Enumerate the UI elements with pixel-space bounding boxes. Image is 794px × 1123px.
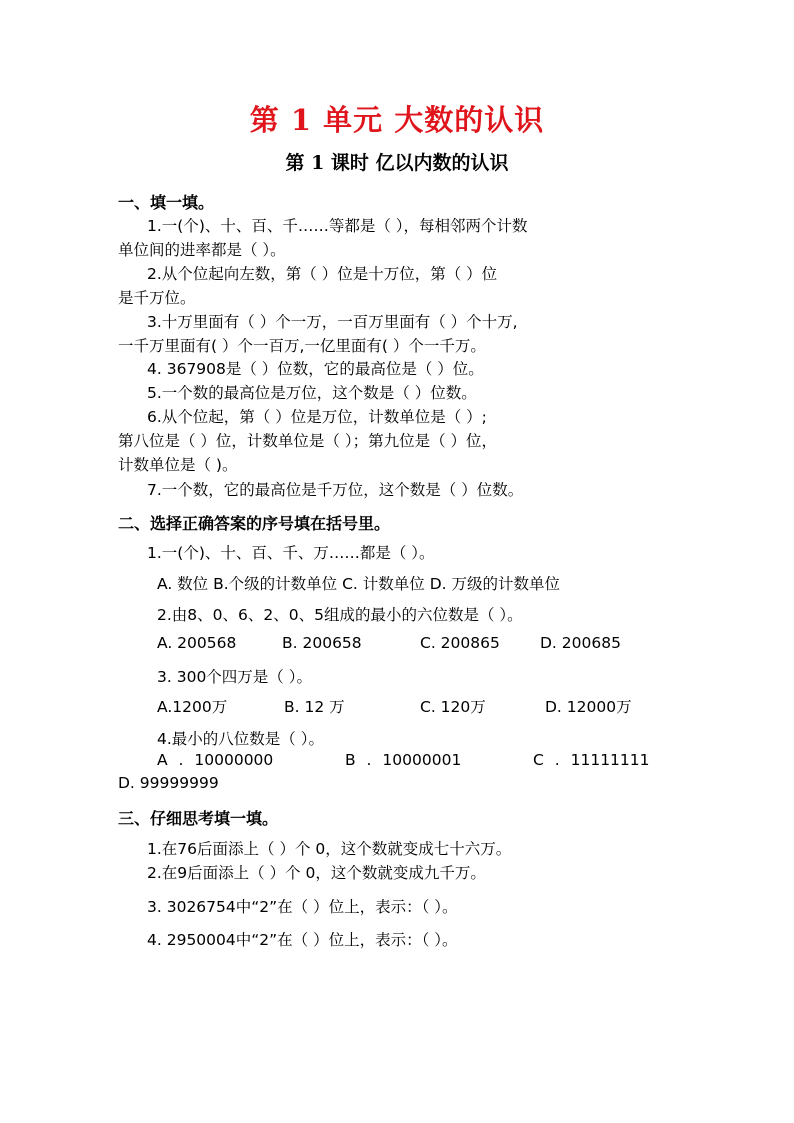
s2-q3-option-c: C. 120万 [420,698,486,716]
s2-q1-options: A. 数位 B.个级的计数单位 C. 计数单位 D. 万级的计数单位 [157,575,560,593]
s1-q6-line3: 计数单位是（ )。 [118,456,238,474]
s1-q7: 7.一个数，它的最高位是千万位，这个数是（ ）位数。 [147,481,524,499]
s2-q2: 2.由8、0、6、2、0、5组成的最小的六位数是（ ）。 [157,606,523,624]
s2-q2-option-c: C. 200865 [420,634,500,652]
s1-q1-line1: 1.一(个)、十、百、千……等都是（ ），每相邻两个计数 [147,217,528,235]
s2-q4-option-b: B . 10000001 [345,751,462,769]
s2-q4-option-c: C . 11111111 [533,751,650,769]
section-2-heading: 二、选择正确答案的序号填在括号里。 [118,514,391,533]
s1-q2-line2: 是千万位。 [118,289,196,307]
s1-q4: 4. 367908是（ ）位数，它的最高位是（ ）位。 [147,360,484,378]
s1-q5: 5.一个数的最高位是万位，这个数是（ ）位数。 [147,384,477,402]
s1-q2-line1: 2.从个位起向左数，第（ ）位是十万位，第（ ）位 [147,265,498,283]
page-title: 第 1 单元 大数的认识 [249,103,545,137]
page-subtitle: 第 1 课时 亿以内数的认识 [285,152,509,174]
s2-q3-option-a: A.1200万 [157,698,228,716]
s2-q2-option-a: A. 200568 [157,634,237,652]
s1-q6-line2: 第八位是（ ）位，计数单位是（ ）；第九位是（ ）位， [118,432,498,450]
s3-q2: 2.在9后面添上（ ）个 0，这个数就变成九千万。 [147,864,486,882]
s2-q2-option-b: B. 200658 [282,634,362,652]
s3-q1: 1.在76后面添上（ ）个 0，这个数就变成七十六万。 [147,840,512,858]
section-3-heading: 三、仔细思考填一填。 [118,809,279,828]
s2-q1: 1.一(个)、十、百、千、万……都是（ ）。 [147,544,435,562]
s1-q3-line2: 一千万里面有( ）个一百万,一亿里面有( ）个一千万。 [118,337,486,355]
s1-q1-line2: 单位间的进率都是（ ）。 [118,241,286,259]
s1-q3-line1: 3.十万里面有（ ）个一万，一百万里面有（ ）个十万, [147,313,518,331]
s3-q4: 4. 2950004中“2”在（ ）位上，表示：（ ）。 [147,931,458,949]
s2-q4-option-d: D. 99999999 [118,774,219,792]
section-1-heading: 一、填一填。 [118,193,215,212]
s2-q4: 4.最小的八位数是（ ）。 [157,730,324,748]
s2-q3: 3. 300个四万是（ ）。 [157,668,312,686]
s2-q3-option-d: D. 12000万 [545,698,632,716]
s1-q6-line1: 6.从个位起，第（ ）位是万位，计数单位是（ ）; [147,408,487,426]
s2-q4-option-a: A . 10000000 [157,751,274,769]
s2-q3-option-b: B. 12 万 [284,698,345,716]
s2-q2-option-d: D. 200685 [540,634,621,652]
s3-q3: 3. 3026754中“2”在（ ）位上，表示：（ ）。 [147,898,458,916]
